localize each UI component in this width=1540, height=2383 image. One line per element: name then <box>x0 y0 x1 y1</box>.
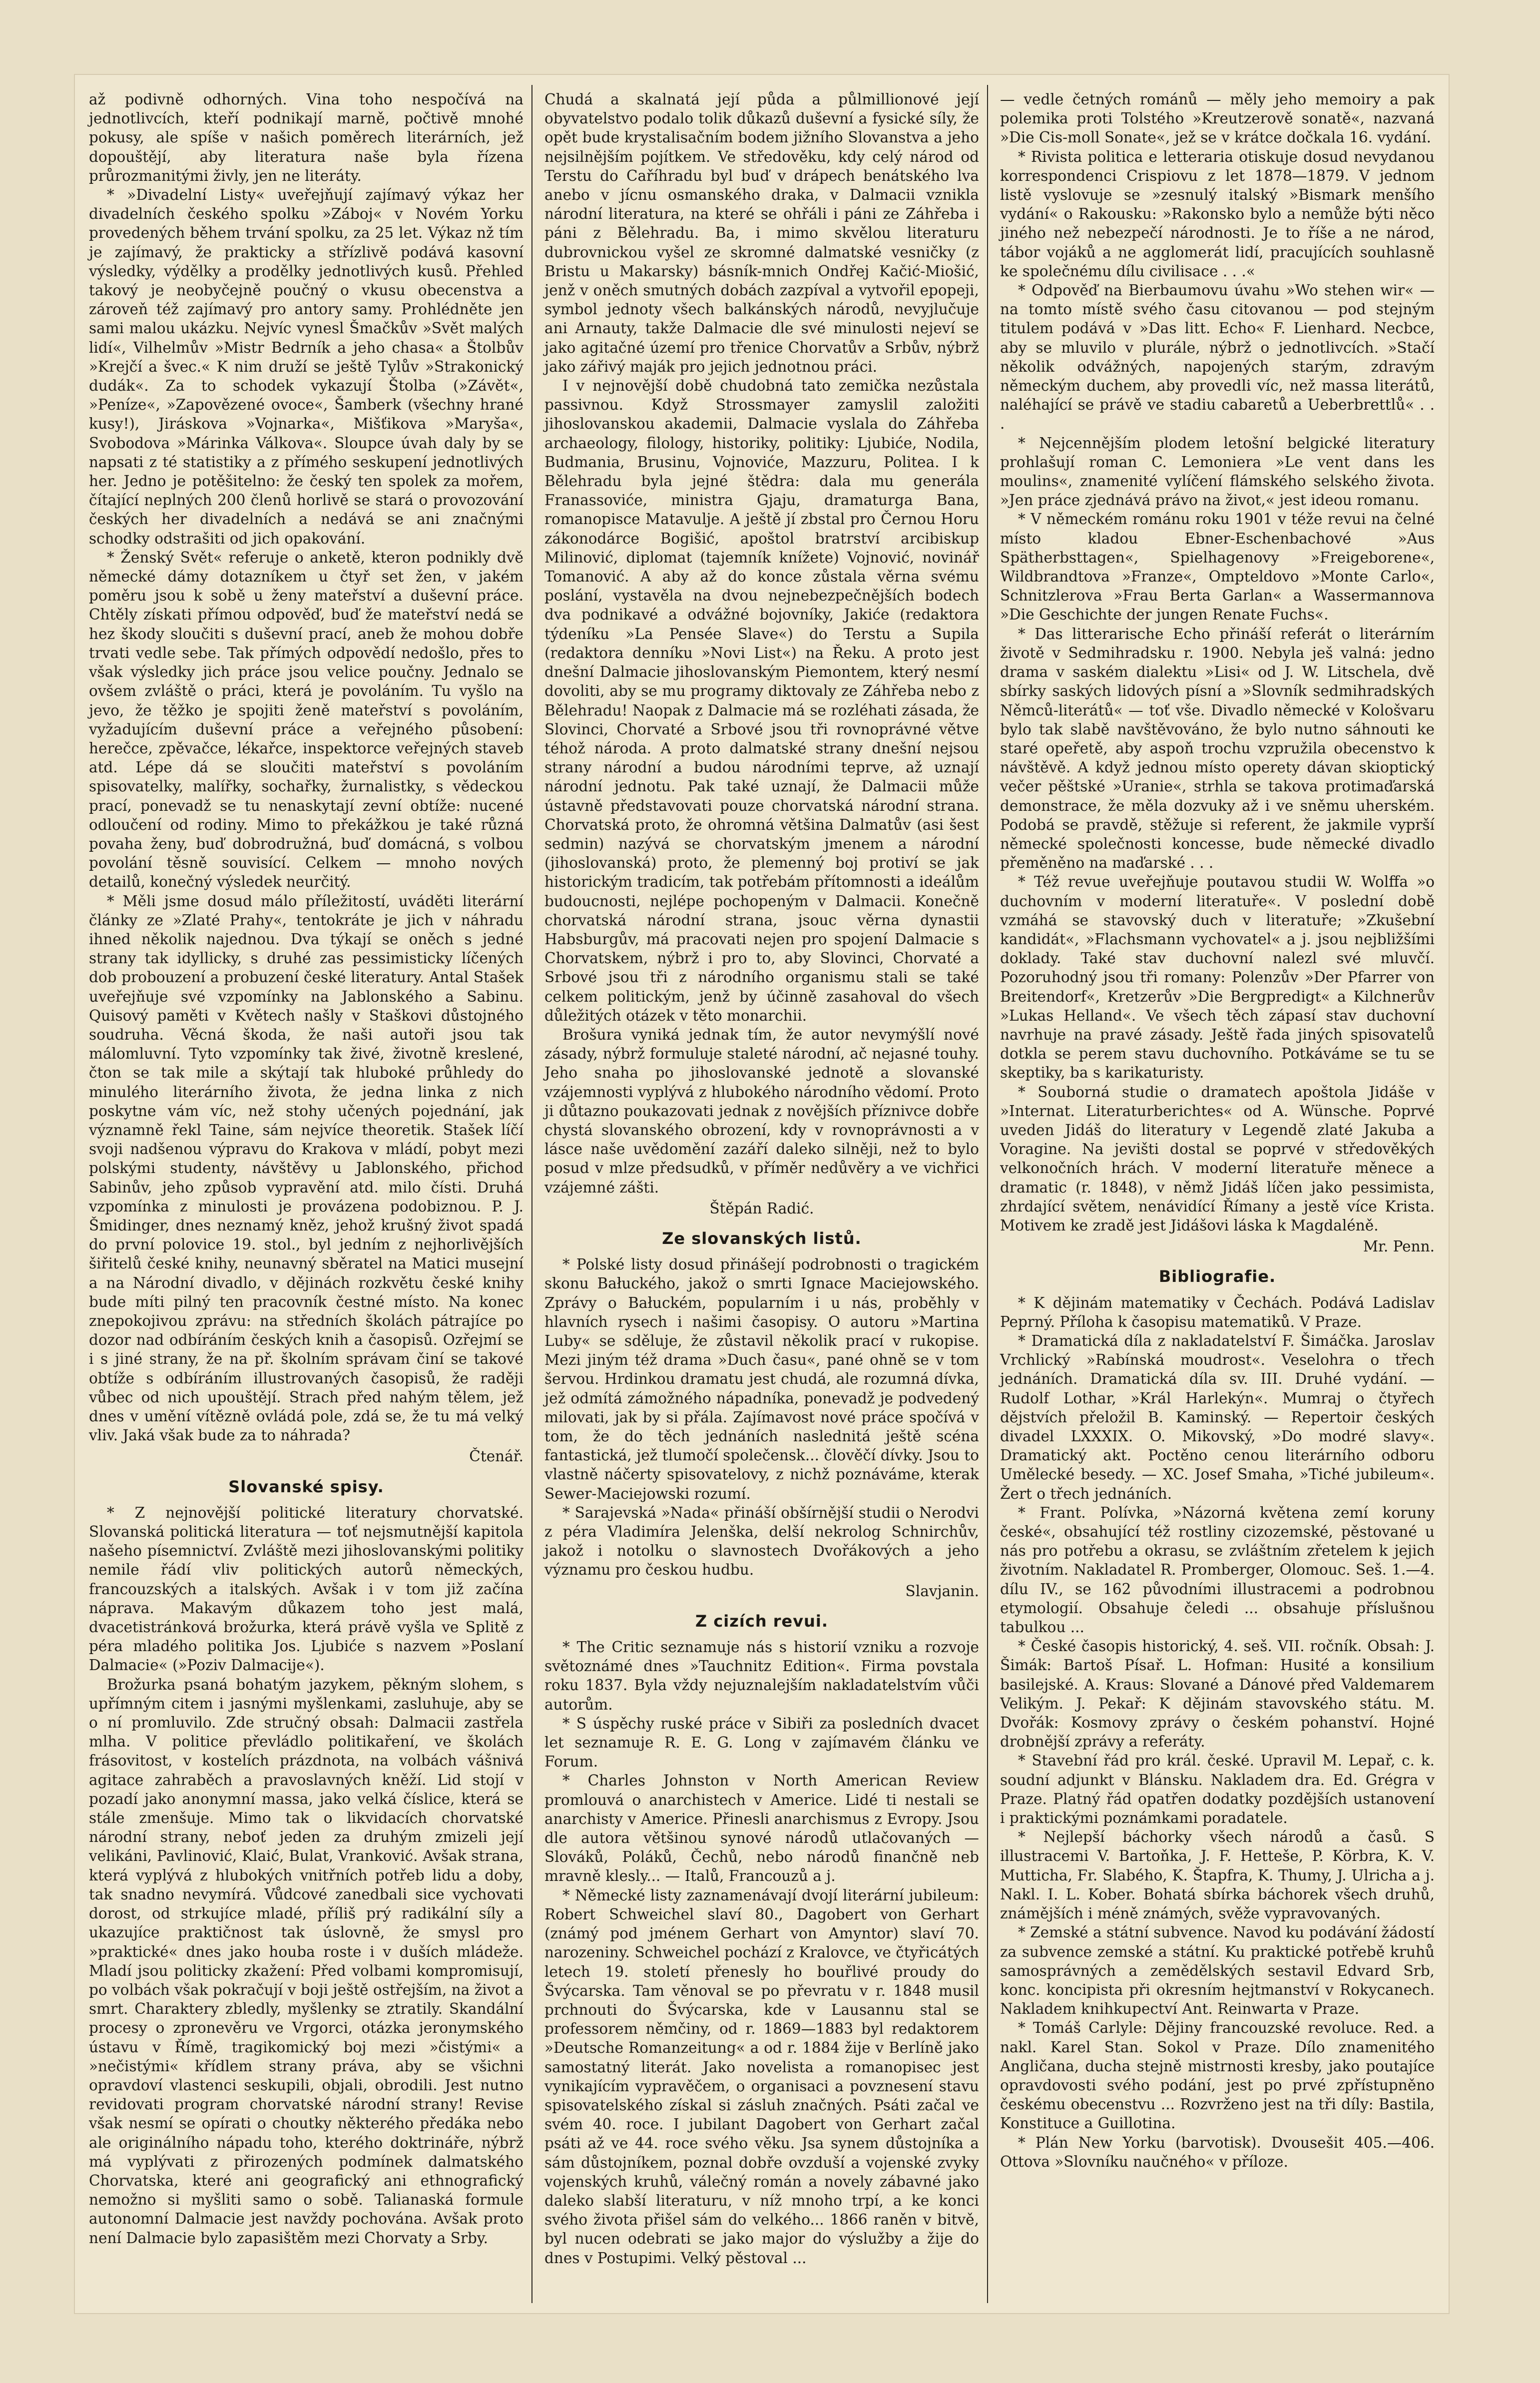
column-right <box>1000 90 1435 2171</box>
paragraph: až podivně odhorných. Vina toho nespočívá na jednotlivcích, kteří podnikají marně, počtivě mnohé pokusy, ale spíše v našich poměrech literárních, jež dopouštějí, aby literatura naše byla řízena průrozmanitými živly, jen ne literáty. <box>89 91 523 184</box>
signature: Slavjanin. <box>905 1582 979 1600</box>
paragraph: * Odpověď na Bierbaumovu úvahu »Wo stehen wir« — na tomto místě svého času citovanou — pod stejným titulem podává v »Das litt. Echo« F. Lienhard. Necbce, aby se mluvilo v plurále, nýbrž o jednotlivcích. »Stačí několik odvážných, napojených starým, zdravým německým duchem, aby provedli víc, než massa literátů, naléhající se právě ve stadiu cabaretů a Ueberbrettlů« . . . <box>1000 282 1435 433</box>
column-rule <box>531 85 532 2303</box>
paragraph: * Zemské a státní subvence. Navod ku podávání žádostí za subvence zemské a státní. Ku praktické potřebě kruhů samosprávných a zemědělských sestavil Edvard Srb, konc. koncipista při okresním hejtmanství v Rokycanech. Nakladem knihkupectví Ant. Reinwarta v Praze. <box>1000 1924 1435 2018</box>
section-heading: Slovanské spisy. <box>228 1477 384 1496</box>
signature: Mr. Penn. <box>1363 1238 1435 1255</box>
paragraph: I v nejnovější době chudobná tato zemička nezůstala passivnou. Když Strossmayer zamyslil založiti jihoslovanskou akademii, Dalmacie vyslala do Záhřeba archaeology, filology, historiky, politiky: Ljubiće, Nodila, Budmania, Brusinu, Vojnoviće, Mazzuru, Politea. I k Bělehradu byla jejné štědra: dala mu generála Franassoviće, ministra Gjaju, dramaturga Bana, romanopisce Matavulje. A ještě jí zbstal pro Černou Horu zákonodárce Bogišić, apoštol bratrství arcibiskup Milinović, diplomat (tajemník knížete) Vojnović, novinář Tomanović. A aby až do konce zůstala věrna svému poslání, vystavěla na dvou nejnebezpečnějších bodech dva podnikavé a odvážné bojovníky, Jakiće (redaktora týdeníku »La Pensée Slave«) do Terstu a Supila (redaktora denníku »Novi List«) na Řeku. A proto jest dnešní Dalmacie jihoslovanským Piemontem, který nesmí dovoliti, aby se mu programy diktovaly ze Záhřeba nebo z Bělehradu! Naopak z Dalmacie má se rozléhati zásada, že Slovinci, Chorvaté a Srbové jsou tři rovnoprávné větve téhož národa. A proto dalmatské strany dnešní nejsou strany národní a budou národními teprve, až uznají národní jednotu. Pak také uznají, že Dalmacii může ústavně představovati pouze chorvatská národní strana. Chorvatská proto, že ohromná většina Dalmatův (asi šest sedmin) nazývá se chorvatským jmenem a národní (jihoslovanská) proto, že plemenný boj protiví se jak historickým tradicím, tak potřebám přítomnosti a ideálům budoucnosti, nejlépe pochopeným v Dalmacii. Konečně chorvatská národní strana, jsouc věrna dynastii Habsburgův, má pracovati nejen pro spojení Dalmacie s Chorvatskem, nýbrž i pro to, aby Slovinci, Chorvaté a Srbové jsou tři z národního organismu stali se také celkem politickým, jenž by účinně zasahoval do všech důležitých otázek v těto monarchii. <box>544 377 979 1024</box>
column-middle <box>544 90 979 2268</box>
paragraph: * Dramatická díla z nakladatelství F. Šimáčka. Jaroslav Vrchlický »Rabínská moudrost«. Veselohra o třech jednáních. Dramatická díla sv. III. Druhé vydání. — Rudolf Lothar, »Král Harlekýn«. Mumraj o čtyřech dějstvích přeložil B. Kaminský. — Repertoir českých divadel LXXXIX. O. Mikovský, »Do modré slavy«. Dramatický akt. Poctěno cenou literárního odboru Umělecké besedy. — XC. Josef Smaha, »Tiché jubileum«. Žert o třech jednáních. <box>1000 1332 1435 1502</box>
paragraph: Brožurka psaná bohatým jazykem, pěkným slohem, s upřímným citem i jasnými myšlenkami, zasluhuje, aby se o ní promluvilo. Zde stručný obsah: Dalmacii zastřela mlha. V politice převládlo politikaření, ve školách frásovitost, v kostelích prázdnota, na volbách vášnivá agitace zahraběch a pravoslavných kněží. Lid stojí v pozadí jako anonymní massa, jako velká číslice, která se stále zmenšuje. Mimo tak o likvidacích chorvatské národní strany, neboť jeden za druhým zmizeli její velikáni, Pavlinović, Klaić, Bulat, Vranković. Avšak strana, která vyplývá z hlubokých vnitřních potřeb lidu a doby, tak snadno nevymírá. Vůdcové zanedbali sice vychovati dorost, od strkujíce mladé, příliš prý radikální síly a ukazujíce praktičnost tak úslovně, že smysl pro »praktické« dnes jako houba roste i v duších mládeže. Mladí jsou politicky zkažení: Před volbami kompromisují, po volbách však pokračují v boji ještě ostřejším, na život a smrt. Charaktery zbledly, myšlenky se ztratily. Skandální procesy o zpronevěru ve Vrgorci, otázka jeronymského ústavu v Římě, tragikomický boj mezi »čistými« a »nečistými« křídlem strany práva, aby se všichni opravdoví vlastenci seskupili, objali, obrodili. Jest nutno revidovati program chorvatské národní strany! Revise však nesmí se opírati o choutky některého předáka nebo ale originálního nápadu toho, kterého doktrináře, nýbrž má vyplývati z přirozených podmínek dalmatského Chorvatska, které ani geografický ani ethnografický nemožno si myšliti samo o sobě. Talianaská formule autonomní Dalmacie jest navždy pochována. Avšak proto není Dalmacie bylo zapasištěm mezi Chorvaty a Srby. <box>89 1676 523 2247</box>
paragraph: Brošura vyniká jednak tím, že autor nevymýšlí nové zásady, nýbrž formuluje staleté národní, ač nejasné touhy. Jeho snaha po jihoslovanské jednotě a slovanské vzájemnosti vyplývá z hlubokého národního vědomí. Proto ji důtazno poukazovati jednak z novějších příznivce dobře chystá slovanského obrození, kdy v rovnoprávnosti a v lásce naše uvědomění zazáří daleko silněji, než to bylo posud v mlze předsudků, v příměr nedůvěry a ve vichřici vzájemné zášti. <box>544 1026 979 1196</box>
paragraph: * Das litterarische Echo přináší referát o literárním životě v Sedmihradsku r. 1900. Nebyla ješ valná: jedno drama v saském dialektu »Lisi« od J. W. Litschela, dvě sbírky saských lidových písní a »Slovník sedmihradských Němců-literátů« — toť vše. Divadlo německé v Kološvaru bylo tak slabě navštěvováno, že bylo nutno sáhnouti ke staré opeřetě, aby aspoň trochu vzpružila obecenstvo k návštěvě. A když jednou místo operety dávan skioptický večer pěštské »Uranie«, strhla se takova protimaďarská demonstrace, že měla dozvuky až i ve sněmu uherském. Podobá se pravdě, stěžuje si referent, že jakmile vyprší německé společnosti koncesse, bude německé divadlo přeměněno na maďarské . . . <box>1000 625 1435 872</box>
section-heading: Bibliografie. <box>1158 1267 1276 1286</box>
paragraph: * Nejlepší báchorky všech národů a časů. S illustracemi V. Bartoňka, J. F. Hetteše, P. Körbra, K. V. Mutticha, Fr. Slabého, K. Štapfra, K. Thumy, J. Ulricha a j. Nakl. I. L. Kober. Bohatá sbírka báchorek všech druhů, známějších i méně známých, svěže vypravovaných. <box>1000 1828 1435 1922</box>
column-rule <box>987 85 988 2303</box>
paragraph: * Ženský Svět« referuje o anketě, kteron podnikly dvě německé dámy dotazníkem u čtyř set žen, v jakém poměru jsou k sobě u ženy mateřství a duševní práce. Chtěly získati přímou odpověď, buď že mateřství nedá se hez škody sloučiti s duševní prací, aneb že mohou dobře trvati vedle sebe. Tak přímých odpovědí nedošlo, přes to však výsledky jich práce jsou velice poučny. Jednalo se ovšem zvláště o práci, která je povoláním. Tu vyšlo na jevo, že těžko je spojiti ženě mateřství s povoláním, vyžadujícím duševní práce a veřejného působení: herečce, zpěvačce, lékařce, inspektorce veřejných staveb atd. Lépe dá se sloučiti mateřství s povoláním spisovatelky, malířky, sochařky, žurnalistky, s vědeckou prací, ponevadž se tu nenaskytají zevní obtíže: nucené odloučení od rodiny. Mimo to překážkou je také různá povaha ženy, buď dobrodružná, buď domácná, s volbou povolání těsně souvisící. Celkem — mnoho nových detailů, konečný výsledek neurčitý. <box>89 549 523 891</box>
paragraph: * Souborná studie o dramatech apoštola Jidáše v »Internat. Literaturberichtes« od A. Wünsche. Poprvé uveden Jidáš do literatury v Legendě zlaté Jakuba a Voragine. Na jevišti dostal se poprvé v středověkých velkonočních hrách. V moderní literatuře měnece a dramatic (r. 1848), v němž Jidáš líčen jako pessimista, zhrdající světem, nenávidící Římany a jestě více Krista. Motivem ke zradě jest Jidášovi láska k Magdaléně. <box>1000 1083 1435 1234</box>
paragraph: * Německé listy zaznamenávají dvojí literární jubileum: Robert Schweichel slaví 80., Dagobert von Gerhart (známý pod jménem Gerhart von Amyntor) slaví 70. narozeniny. Schweichel pochází z Kralovce, ve čtyřicátých letech 19. století přenesly ho bouřlivé proudy do Švýcarska. Tam věnoval se po převratu v r. 1848 musil prchnouti do Švýcarska, kde v Lausannu stal se professorem němčiny, od r. 1869—1883 byl redaktorem »Deutsche Romanzeitung« a od r. 1884 žije v Berlíně jako samostatný literát. Jako novelista a romanopisec jest vynikajícím vypravěčem, o organisaci a povznesení stavu spisovatelského získal si zásluh značných. Psáti začal ve svém 40. roce. I jubilant Dagobert von Gerhart začal psáti až ve 44. roce svého věku. Jsa synem důstojníka a sám důstojníkem, poznal dobře ovzduší a vojenské zvyky vojenských kruhů, válečný román a novely zábavné jako daleko slabší literaturu, v níž mnoho trpí, a ke konci svého života přišel sám do velkého... 1866 raněn v bitvě, byl nucen odebrati se jako major do výslužby a žije do dnes v Postupimi. Velký pěstoval ... <box>544 1886 979 2267</box>
column-left <box>89 90 523 2248</box>
paragraph: * Sarajevská »Nada« přináší obšírnější studii o Nerodvi z péra Vladimíra Jelenška, delší nekrolog Schnirchův, jakož i notolku o slavnostech Dvořákových a jeho významu pro českou hudbu. <box>544 1504 979 1579</box>
paragraph: * V německém románu roku 1901 v téže revui na čelné místo kladou Ebner-Eschenbachové »Aus Spätherbsttagen«, Spielhagenovy »Freigeborene«, Wildbrandtova »Franze«, Ompteldovo »Monte Carlo«, Schnitzlerova »Frau Berta Garlan« a Wassermannova »Die Geschichte der jungen Renate Fuchs«. <box>1000 511 1435 623</box>
newspaper-page <box>75 75 1449 2313</box>
section-heading: Ze slovanských listů. <box>662 1228 862 1248</box>
paragraph: * Též revue uveřejňuje poutavou studii W. Wolffa »o duchovním v moderní literatuře«. V poslední době vzmáhá se stavovský duch v literatuře; »Zkušební kandidát«, »Flachsmann vychovatel« a j. jsou nejbližšími doklady. Také stav duchovní nalezl své mluvčí. Pozoruhodný jsou tři romany: Polenzův »Der Pfarrer von Breitendorf«, Kretzerův »Die Bergpredigt« a Kilchnerův »Lukas Helland«. Ve všech těch zápasí stav duchovní navrhuje na pravé zásady. Ještě řada jiných spisovatelů dotkla se perem stavu duchovního. Potkáváme se tu se skeptiky, ba s karikaturisty. <box>1000 873 1435 1082</box>
paragraph: * Nejcennějším plodem letošní belgické literatury prohlašují roman C. Lemoniera »Le vent dans les moulins«, znamenité vylíčení flámského selského života. »Jen práce zjednává právo na život,« jest ideou romanu. <box>1000 434 1435 509</box>
paragraph: * Měli jsme dosud málo příležitostí, uváděti literární články ze »Zlaté Prahy«, tentokráte je jich v náhradu ihned několik najednou. Dva týkají se oněch s jedné strany tak idyllicky, s druhé zas pessimisticky líčených dob probouzení a probuzení české literatury. Antal Stašek uveřejňuje své vzpomínky na Jablonského a Sabinu. Quisový paměti v Květech našly v Staškovi důstojného soudruha. Věcná škoda, že naši autoři jsou tak málomluvní. Tyto vzpomínky tak živé, životně kreslené, čton se tak mile a skýtají tak hluboké průhledy do minulého literárního života, že jedna linka z nich poskytne vám víc, než stohy učených pojednání, jak významně řekl Taine, sám nejvíce theoretik. Stašek líčí svoji nadšenou výpravu do Krakova v mládí, pobyt mezi polskými studenty, návštěvy u Jablonského, přichod Sabinův, jeho způsob vypravění atd. milo čísti. Druhá vzpomínka z minulosti je provázena podobiznou. P. J. Šmidinger, dnes neznamý kněz, jehož krušný život spadá do první polovice 19. stol., byl jedním z nejhorlivějších šiřitelů české knihy, neunavný sběratel na Matici musejní a na Národní divadlo, v dějinách rozkvětu české knihy bude míti pilný ten pracovník čestné místo. Na konec znepokojivou zprávu: na středních školách pátrajíce po dozor nad odbíráním českých knih a časopisů. Ozřejmí se i s jiné strany, že na př. školním správam činí se takové obtíže s odbíráním illustrovaných časopisů, že raději vůbec od nich upouštějí. Strach před nahým tělem, jež dnes v umění vítězně ovládá pole, zdá se, že tu má velký vliv. Jaká však bude za to náhrada? <box>89 892 523 1444</box>
paragraph: * »Divadelní Listy« uveřejňují zajímavý výkaz her divadelních českého spolku »Záboj« v Novém Yorku provedených během trvání spolku, za 25 let. Výkaz nž tím je zajímavý, že prakticky a střízlivě podává kasovní výsledky, výdělky a prodělky jednotlivých kusů. Přehled takový je neobyčejně poučný o vkusu obecenstva a zároveň též zajímavý pro antory samy. Prohlédněte jen sami malou ukázku. Nejvíc vynesl Šmačkův »Svět malých lidí«, Vilhelmův »Mistr Bedrník a jeho chasa« a Štolbův »Krejčí a švec.« K nim druží se ještě Tylův »Strakonický dudák«. Za to schodek vykazují Štolba (»Závět«, »Peníze«, »Zapovězené ovoce«, Šamberk (všechny hrané kusy!), Jiráskova »Vojnarka«, Mišťikova »Maryša«, Svobodova »Márinka Válkova«. Sloupce úvah daly by se napsati z té statistiky a z přímého seskupení jednotlivých her. Jedno je potěšitelno: že český ten spolek za mořem, čítající neplných 200 členů horlivě se stará o provozování českých her divadelních a nedává se ani značnými schodky odstrašiti od jich opakování. <box>89 186 523 547</box>
paragraph: * Tomáš Carlyle: Dějiny francouzské revoluce. Red. a nakl. Karel Stan. Sokol v Praze. Dílo znamenitého Angličana, ducha stejně mistrnosti kresby, jako poutajíce opravdovosti svého podání, jest po prvé zpřístupněno českému obecenstvu ... Rozvrženo jest na tři díly: Bastila, Konstituce a Guillotina. <box>1000 2019 1435 2132</box>
section-heading: Z cizích revui. <box>695 1611 828 1631</box>
paragraph: * Frant. Polívka, »Názorná květena zemí koruny české«, obsahující též rostliny cizozemské, pěstované u nás pro potřebu a okrasu, se zvláštním zřetelem k jejich životním. Nakladatel R. Promberger, Olomouc. Seš. 1.—4. dílu IV., se 162 původními illustracemi a podrobnou etymologií. Obsahuje čeledi ... obsahuje příslušnou tabulkou ... <box>1000 1504 1435 1636</box>
paragraph: * Charles Johnston v North American Review promlouvá o anarchistech v Americe. Lidé ti nestali se anarchisty v Americe. Přinesli anarchismus z Evropy. Jsou dle autora většinou synové národů utlačovaných — Slováků, Poláků, Čechů, nebo národů finančně neb mravně klesly... — Italů, Francouzů a j. <box>544 1772 979 1885</box>
paragraph: * Plán New Yorku (barvotisk). Dvousešit 405.—406. Ottova »Slovníku naučného« v příloze. <box>1000 2134 1435 2170</box>
paragraph: * Rivista politica e letteraria otiskuje dosud nevydanou korrespondenci Crispiovu z let 1878—1879. V jednom listě vyslovuje se »zesnulý italský »Bismark menšího vydání« o Rakousku: »Rakonsko bylo a nemůže býti něco jiného než nebezpečí národnosti. Je to říše a ne národ, tábor vojáků a ne agglomerát lidí, pracujících souhlasně ke společnému dílu civilisace . . .« <box>1000 148 1435 280</box>
signature: Čtenář. <box>469 1448 523 1465</box>
paragraph: — vedle četných románů — měly jeho memoiry a pak polemika proti Tolstého »Kreutzerově sonatě«, nazvaná »Die Cis-moll Sonate«, jež se v krátce dočkala 16. vydání. <box>1000 91 1435 146</box>
paragraph: * The Critic seznamuje nás s historií vzniku a rozvoje světoznámé dnes »Tauchnitz Edition«. Firma povstala roku 1837. Byla vždy nejuznalejším nakladatelstvím vůči autorům. <box>544 1639 979 1713</box>
paragraph: * K dějinám matematiky v Čechách. Podává Ladislav Peprný. Příloha k časopisu matematiků. V Praze. <box>1000 1294 1435 1330</box>
paragraph: * Z nejnovější politické literatury chorvatské. Slovanská politická literatura — toť nejsmutnější kapitola našeho písemnictví. Zvláště mezi jihoslovanskými politiky nemile řádí vliv politických autorů německých, francouzských a italských. Avšak i v tom již začína náprava. Makavým důkazem toho jest malá, dvacetistránková brožurka, která právě vyšla ve Splitě z péra mladého politika Jos. Ljubiće s nazvem »Poslaní Dalmacie« (»Poziv Dalmacije«). <box>89 1504 523 1674</box>
paragraph: * Stavební řád pro král. české. Upravil M. Lepař, c. k. soudní adjunkt v Blánsku. Nakladem dra. Ed. Grégra v Praze. Platný řád opatřen dodatky pozdějších ustanovení i praktickými poznámkami poradatele. <box>1000 1752 1435 1827</box>
signature: Štěpán Radić. <box>709 1199 814 1217</box>
paragraph: * S úspěchy ruské práce v Sibiři za posledních dvacet let seznamuje R. E. G. Long v zajímavém článku ve Forum. <box>544 1715 979 1771</box>
paragraph: * Polské listy dosud přinášejí podrobnosti o tragickém skonu Bałuckého, jakož o smrti Ignace Maciejowského. Zprávy o Bałuckém, popularním i u nás, proběhly v hlavních rysech i našimi časopisy. O autoru »Martina Luby« se sděluje, že zůstavil několik prací v rukopise. Mezi jiným též drama »Duch času«, pané ohně se v tom šervou. Hrdinkou dramatu jest chudá, ale rozumná dívka, jež odmítá zámožného nápadníka, ponevadž je podvedený milovati, jak by si přála. Zajímavost nové práce spočívá v tom, že do těch jednáních naslednitá ještě scéna fantastická, jež tlumočí společensk... člověčí dívky. Jsou to vlastně náčerty spisovatelovy, z nichž poznáváme, kterak Sewer-Maciejowski rozumí. <box>544 1256 979 1502</box>
paragraph: * České časopis historický, 4. seš. VII. ročník. Obsah: J. Šimák: Bartoš Písař. L. Hofman: Husité a konsilium basilejské. A. Kraus: Slované a Dánové před Valdemarem Velikým. J. Pekař: K dějinám stavovského státu. M. Dvořák: Kosmovy zprávy o českém pohanství. Hojné drobnější zprávy a referáty. <box>1000 1638 1435 1751</box>
paragraph: Chudá a skalnatá její půda a půlmillionové její obyvatelstvo podalo tolik důkazů duševní a fysické síly, že opět bude krystalisačním bodem jižního Slovanstva a jeho nejsilnějším pojítkem. Ve středověku, kdy celý národ od Terstu do Caříhradu byl buď v drápech benátského lva anebo v jícnu osmanského draka, v Dalmacii vznikla národní literatura, na které se ohřáli i páni ze Záhřeba i páni z Bělehradu. Ba, i mimo skvělou literaturu dubrovnickou vyšel ze skromné dalmatské vesničky (z Bristu u Makarsky) básník-mnich Ondřej Kačić-Miošić, jenž v oněch smutných dobách zazpíval a vytvořil epopeji, symbol jednoty všech balkánských národů, nevyjlučuje ani Arnauty, takže Dalmacie dle své minulosti nejeví se jako agitačné území pro třenice Chorvatův a Srbův, nýbrž jako zářivý maják pro jejich jednotnou práci. <box>544 91 979 375</box>
